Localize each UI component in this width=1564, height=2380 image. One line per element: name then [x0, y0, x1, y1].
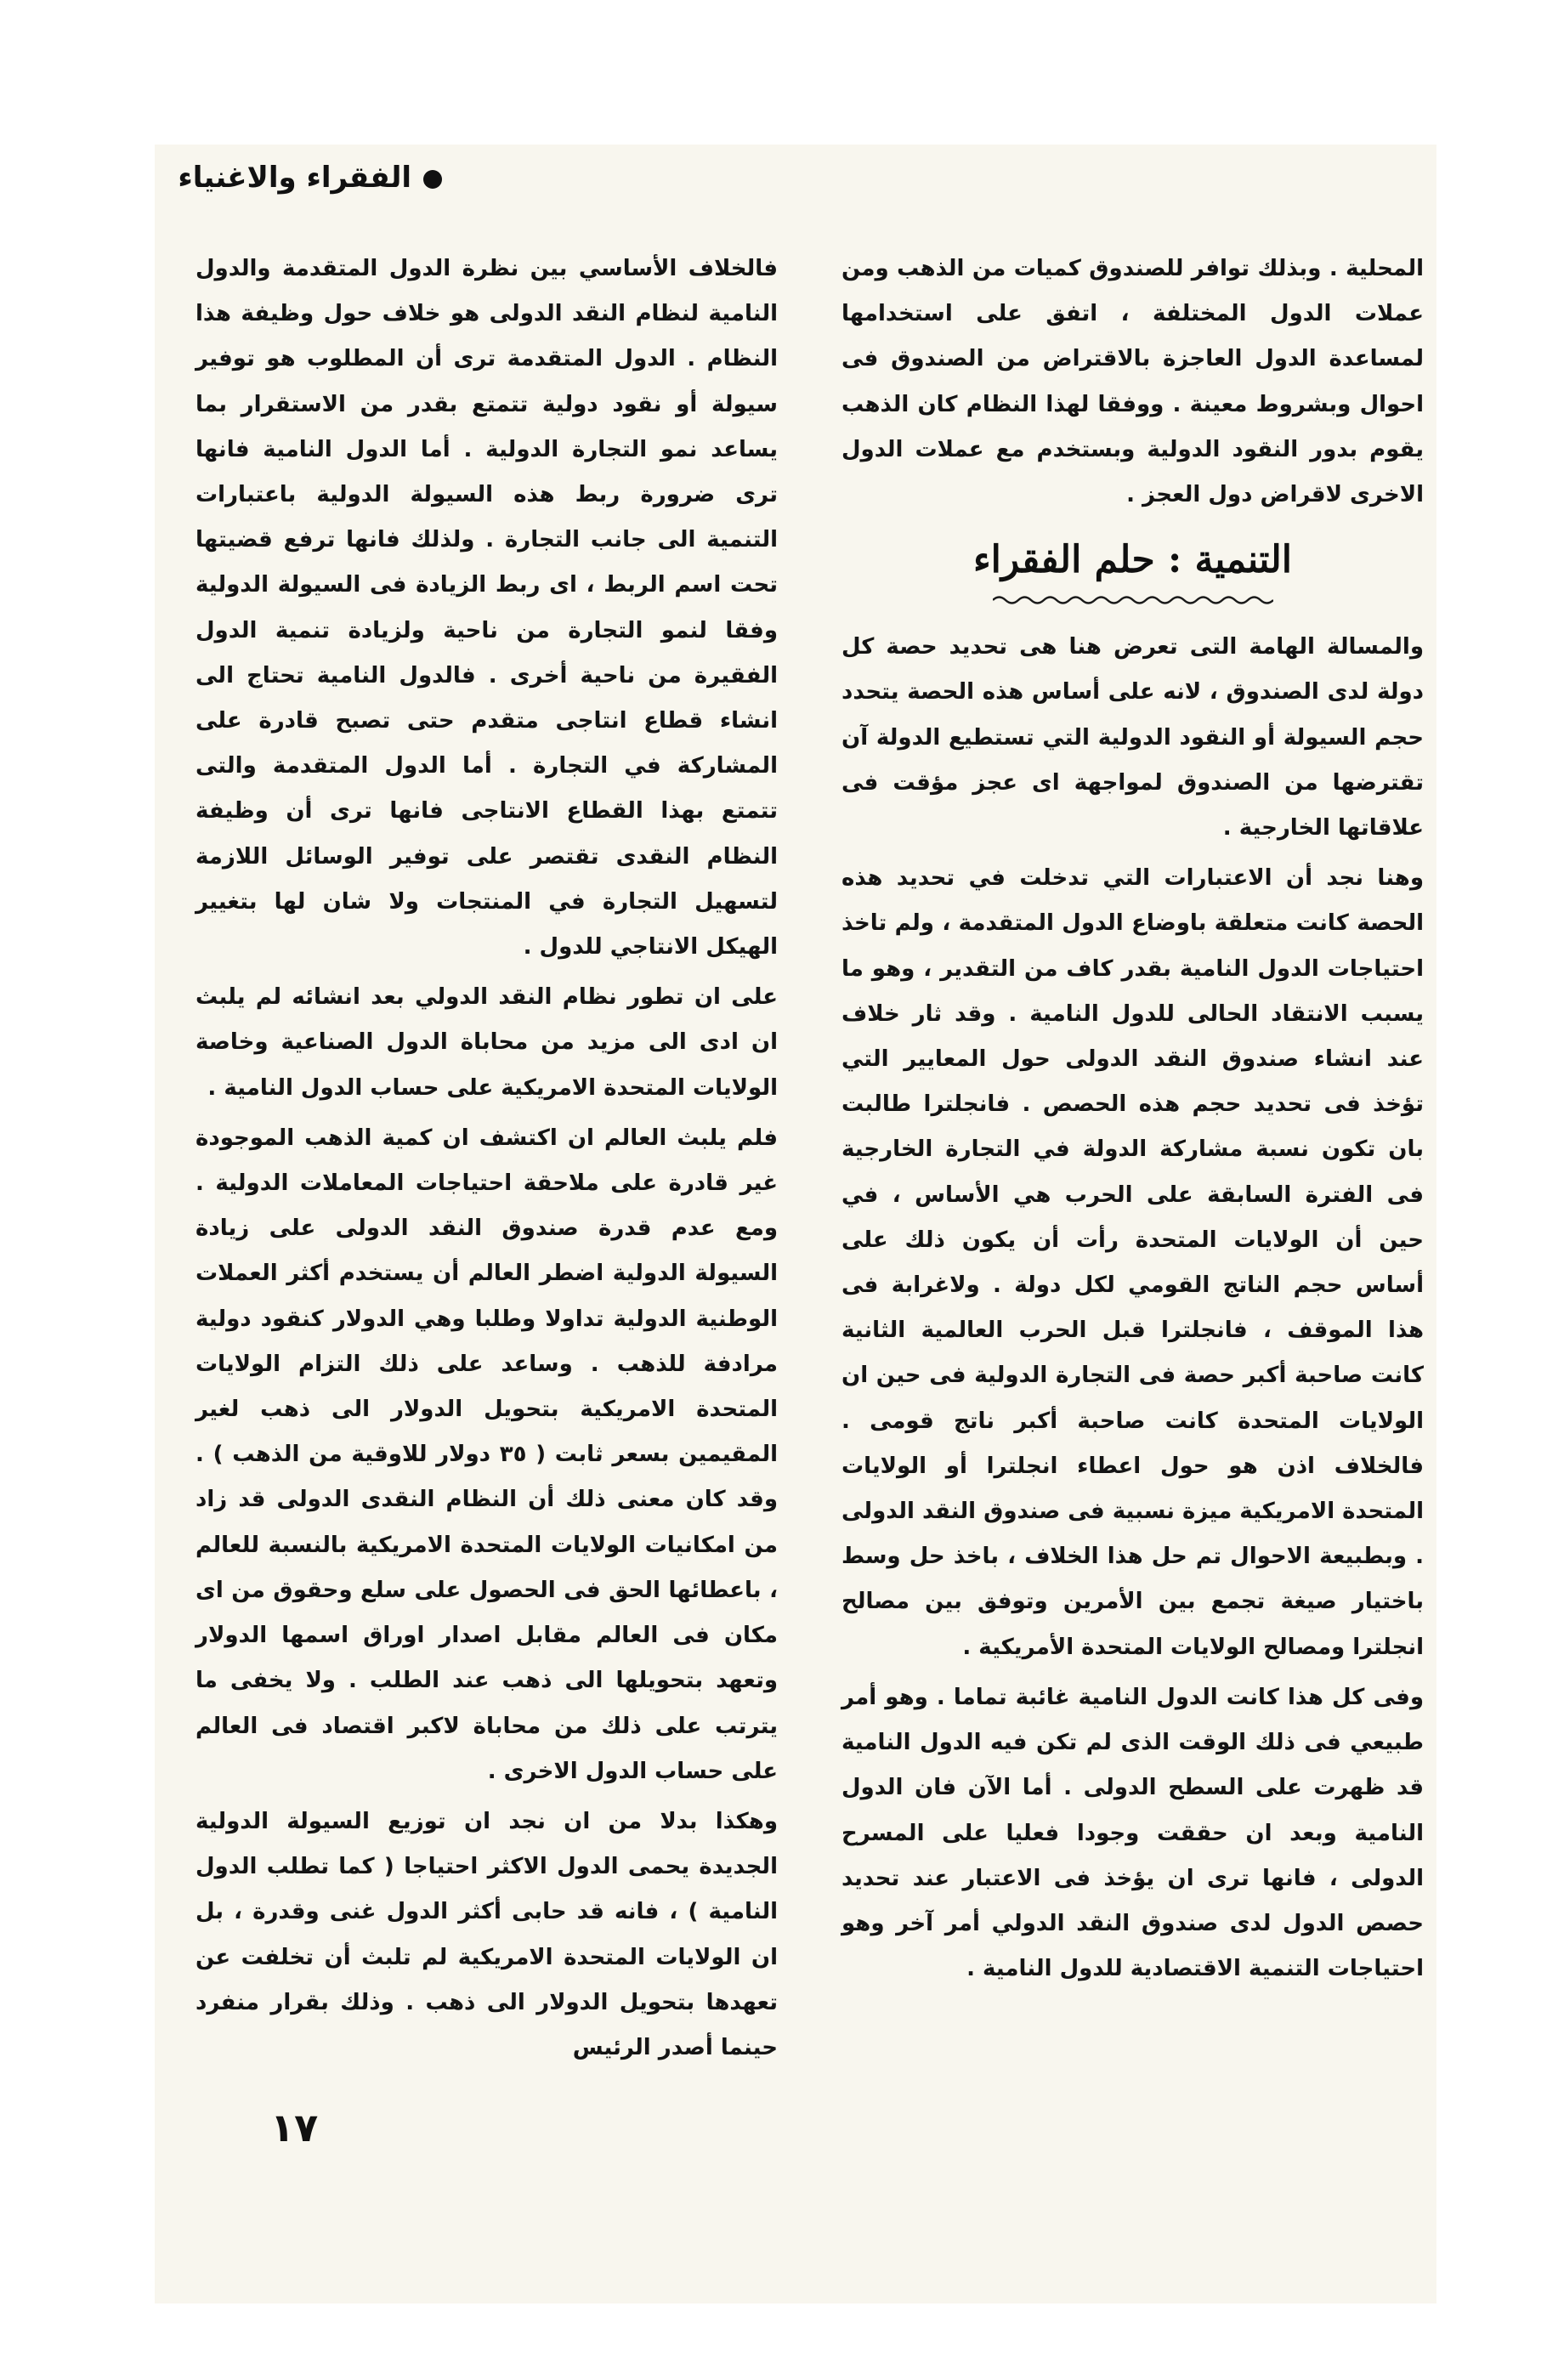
paragraph: فالخلاف الأساسي بين نظرة الدول المتقدمة والدول النامية لنظام النقد الدولى هو خلاف حول وظيفة هذا النظام . الدول المتقدمة ترى أن المطلوب هو توفير سيولة أو نقود دولية تتمتع بقدر من الاستقرار بما يساعد نمو التجارة الدولية . أما الدول النامية فانها ترى ضرورة ربط هذه السيولة الدولية باعتبارات التنمية الى جانب التجارة . ولذلك فانها ترفع قضيتها تحت اسم الربط ، اى ربط الزيادة فى السيولة الدولية وفقا لنمو التجارة من ناحية ولزيادة تنمية الدول الفقيرة من ناحية أخرى . فالدول النامية تحتاج الى انشاء قطاع انتاجى متقدم حتى تصبح قادرة على المشاركة في التجارة . أما الدول المتقدمة والتى تتمتع بهذا القطاع الانتاجى فانها ترى أن وظيفة النظام النقدى تقتصر على توفير الوسائل اللازمة لتسهيل التجارة في المنتجات ولا شان لها بتغيير الهيكل الانتاجي للدول .: [196, 256, 778, 960]
paragraph: على ان تطور نظام النقد الدولي بعد انشائه لم يلبث ان ادى الى مزيد من محاباة الدول الصناعية وخاصة الولايات المتحدة الامريكية على حساب الدول النامية .: [196, 984, 778, 1101]
wavy-underline: [993, 594, 1273, 606]
page-number: ١٧: [270, 2105, 319, 2150]
right-column: [842, 246, 1424, 1992]
running-header: [170, 151, 442, 204]
section-heading: التنمية : حلم الفقراء: [972, 538, 1293, 582]
paragraph: فلم يلبث العالم ان اكتشف ان كمية الذهب الموجودة غير قادرة على ملاحقة احتياجات المعاملات الدولية . ومع عدم قدرة صندوق النقد الدولى على زيادة السيولة الدولية اضطر العالم أن يستخدم أكثر العملات الوطنية الدولية تداولا وطلبا وهي الدولار كنقود دولية مرادفة للذهب . وساعد على ذلك التزام الولايات المتحدة الامريكية بتحويل الدولار الى ذهب لغير المقيمين بسعر ثابت ( ٣٥ دولار للاوقية من الذهب ) . وقد كان معنى ذلك أن النظام النقدى الدولى قد زاد من امكانيات الولايات المتحدة الامريكية بالنسبة للعالم ، باعطائها الحق فى الحصول على سلع وحقوق من اى مكان فى العالم مقابل اصدار اوراق اسمها الدولار وتعهد بتحويلها الى ذهب عند الطلب . ولا يخفى ما يترتب على ذلك من محاباة لاكبر اقتصاد فى العالم على حساب الدول الاخرى .: [196, 1125, 779, 1784]
running-title: الفقراء والاغنياء: [178, 161, 411, 195]
paragraph: وهنا نجد أن الاعتبارات التي تدخلت في تحديد هذه الحصة كانت متعلقة باوضاع الدول المتقدمة ، ولم تاخذ احتياجات الدول النامية بقدر كاف من التقدير ، وهو ما يسبب الانتقاد الحالى للدول النامية . وقد ثار خلاف عند انشاء صندوق النقد الدولى حول المعايير التي تؤخذ فى تحديد حجم هذه الحصص . فانجلترا طالبت بان تكون نسبة مشاركة الدولة في التجارة الخارجية فى الفترة السابقة على الحرب هي الأساس ، في حين أن الولايات المتحدة رأت أن يكون ذلك على أساس حجم الناتج القومي لكل دولة . ولاغرابة فى هذا الموقف ، فانجلترا قبل الحرب العالمية الثانية كانت صاحبة أكبر حصة فى التجارة الدولية فى حين ان الولايات المتحدة كانت صاحبة أكبر ناتج قومى . فالخلاف اذن هو حول اعطاء انجلترا أو الولايات المتحدة الامريكية ميزة نسبية فى صندوق النقد الدولى . وبطبيعة الاحوال تم حل هذا الخلاف ، باخذ حل وسط باختيار صيغة تجمع بين الأمرين وتوفق بين مصالح انجلترا ومصالح الولايات المتحدة الأمريكية .: [842, 865, 1424, 1660]
bullet-icon: [423, 170, 442, 189]
paragraph: المحلية . وبذلك توافر للصندوق كميات من الذهب ومن عملات الدول المختلفة ، اتفق على استخدامها لمساعدة الدول العاجزة بالاقتراض من الصندوق فى احوال وبشروط معينة . ووفقا لهذا النظام كان الذهب يقوم بدور النقود الدولية وبستخدم مع عملات الدول الاخرى لاقراض دول العجز .: [842, 256, 1424, 508]
left-column: [196, 246, 778, 2071]
paragraph: وفى كل هذا كانت الدول النامية غائبة تماما . وهو أمر طبيعي فى ذلك الوقت الذى لم تكن فيه الدول النامية قد ظهرت على السطح الدولى . أما الآن فان الدول النامية وبعد ان حققت وجودا فعليا على المسرح الدولى ، فانها ترى ان يؤخذ فى الاعتبار عند تحديد حصص الدول لدى صندوق النقد الدولي أمر آخر وهو احتياجات التنمية الاقتصادية للدول النامية .: [842, 1684, 1424, 1982]
paragraph: وهكذا بدلا من ان نجد ان توزيع السيولة الدولية الجديدة يحمى الدول الاكثر احتياجا ( كما تطلب الدول النامية ) ، فانه قد حابى أكثر الدول غنى وقدرة ، بل ان الولايات المتحدة الامريكية لم تلبث أن تخلفت عن تعهدها بتحويل الدولار الى ذهب . وذلك بقرار منفرد حينما أصدر الرئيس: [196, 1808, 778, 2060]
paragraph: والمسالة الهامة التى تعرض هنا هى تحديد حصة كل دولة لدى الصندوق ، لانه على أساس هذه الحصة يتحدد حجم السيولة أو النقود الدولية التي تستطيع الدولة آن تقترضها من الصندوق لمواجهة اى عجز مؤقت فى علاقاتها الخارجية .: [842, 634, 1424, 842]
